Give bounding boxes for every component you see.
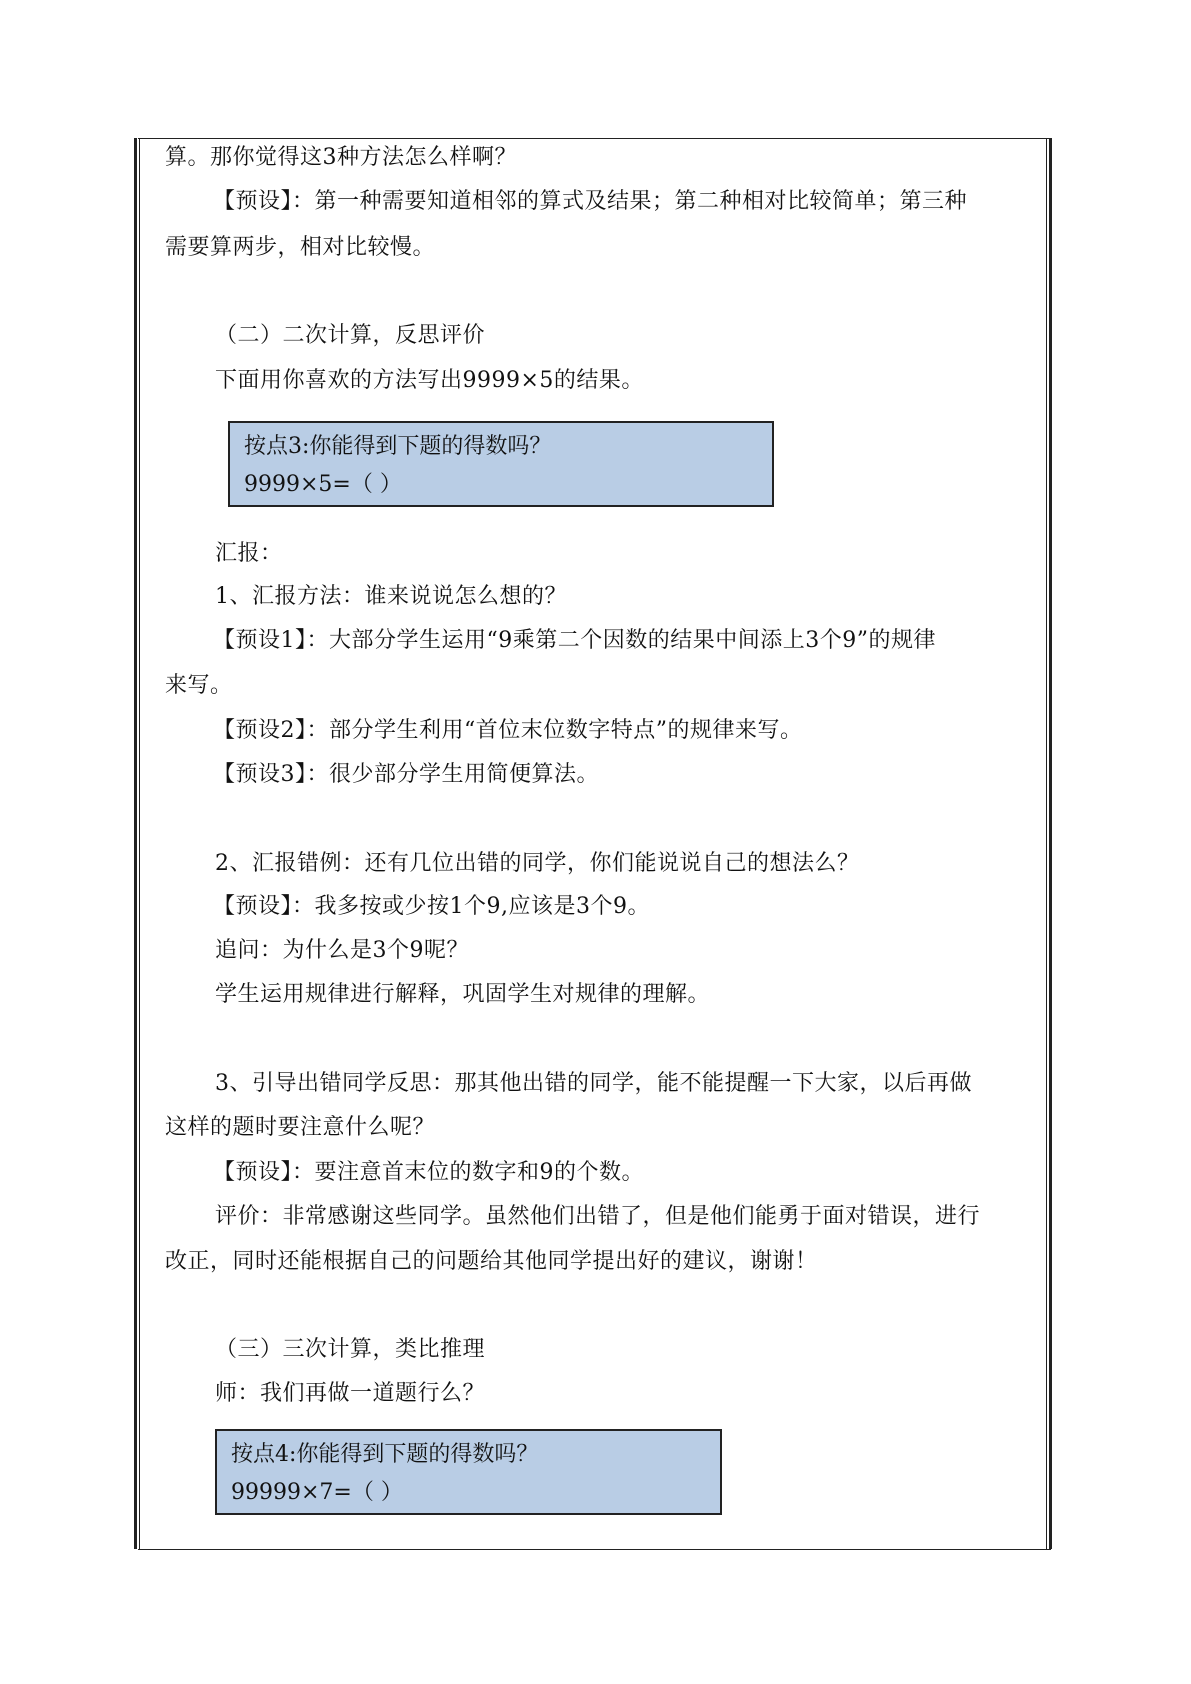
text-line: 追问：为什么是3个9呢？ xyxy=(215,938,469,963)
text-line: 需要算两步，相对比较慢。 xyxy=(165,235,436,260)
text-line: 改正，同时还能根据自己的问题给其他同学提出好的建议，谢谢！ xyxy=(165,1249,818,1274)
left-border-outer xyxy=(134,138,137,1549)
text-line: 【预设】：要注意首末位的数字和9的个数。 xyxy=(213,1160,644,1185)
text-line: 2、汇报错例：还有几位出错的同学，你们能说说自己的想法么？ xyxy=(215,851,860,876)
text-line: 1、汇报方法：谁来说说怎么想的？ xyxy=(215,584,567,609)
right-border-inner xyxy=(1046,138,1047,1549)
text-line: 【预设1】：大部分学生运用“9乘第二个因数的结果中间添上3个9”的规律 xyxy=(213,628,936,653)
prompt-box-1 xyxy=(228,421,774,507)
text-line: 这样的题时要注意什么呢？ xyxy=(165,1115,436,1140)
text-line: 【预设】：第一种需要知道相邻的算式及结果；第二种相对比较简单；第三种 xyxy=(213,189,968,214)
text-line: 学生运用规律进行解释，巩固学生对规律的理解。 xyxy=(215,982,711,1007)
text-line: 汇报： xyxy=(215,541,283,566)
text-line: 算。那你觉得这3种方法怎么样啊？ xyxy=(165,145,517,170)
prompt-box-2 xyxy=(215,1429,722,1515)
left-border-inner xyxy=(139,138,140,1549)
text-line: 师：我们再做一道题行么？ xyxy=(215,1381,486,1406)
right-border-outer xyxy=(1049,138,1052,1549)
prompt-title: 按点3:你能得到下题的得数吗？ xyxy=(244,434,552,459)
prompt-question: 9999×5=（ ） xyxy=(244,472,402,497)
text-line: 评价：非常感谢这些同学。虽然他们出错了，但是他们能勇于面对错误，进行 xyxy=(215,1204,981,1229)
prompt-question: 99999×7=（ ） xyxy=(231,1480,403,1505)
prompt-title: 按点4:你能得到下题的得数吗？ xyxy=(231,1442,539,1467)
text-line: 3、引导出错同学反思：那其他出错的同学，能不能提醒一下大家，以后再做 xyxy=(215,1071,972,1096)
text-line: 【预设】：我多按或少按1个9,应该是3个9。 xyxy=(213,894,650,919)
text-line: 来写。 xyxy=(165,673,233,698)
section-heading: （二）二次计算，反思评价 xyxy=(215,323,486,348)
text-line: 下面用你喜欢的方法写出9999×5的结果。 xyxy=(215,368,644,393)
section-heading: （三）三次计算，类比推理 xyxy=(215,1337,486,1362)
text-line: 【预设2】：部分学生利用“首位末位数字特点”的规律来写。 xyxy=(213,718,803,743)
text-line: 【预设3】：很少部分学生用简便算法。 xyxy=(213,762,599,787)
